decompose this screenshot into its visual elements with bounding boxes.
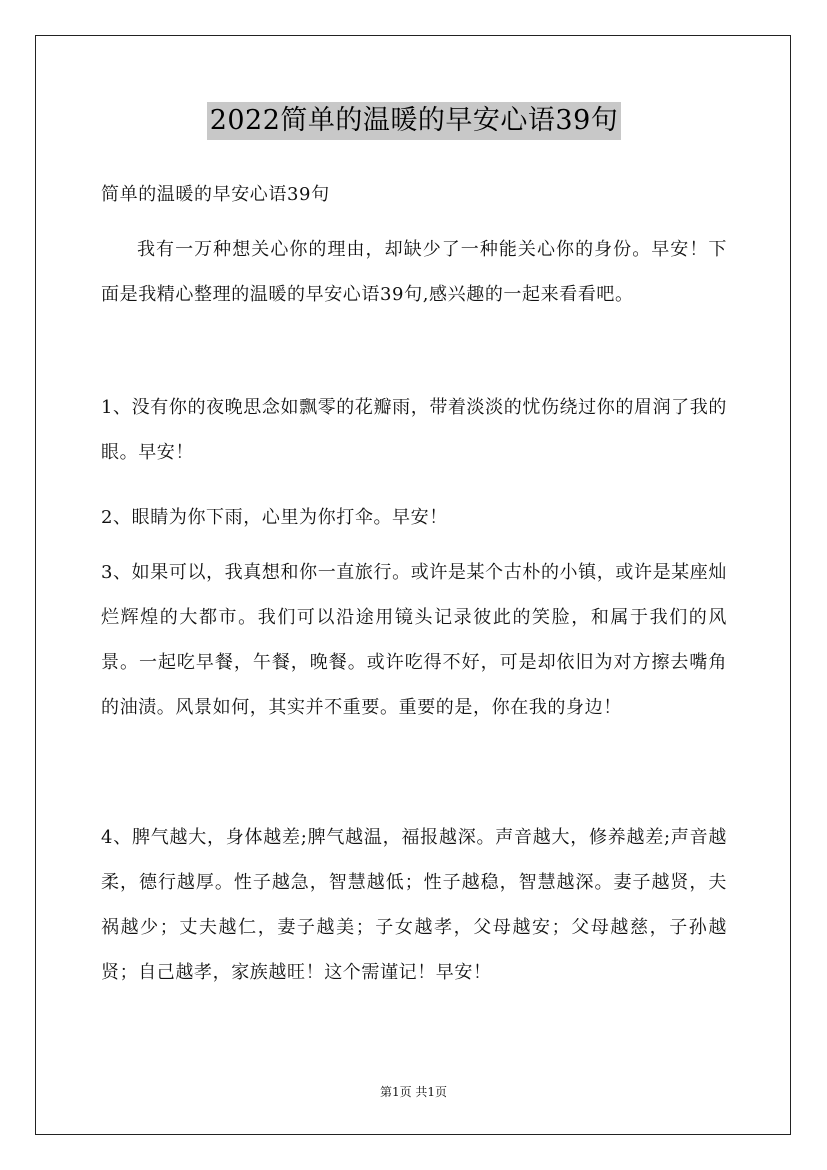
list-item-1: 1、没有你的夜晚思念如飘零的花瓣雨，带着淡淡的忧伤绕过你的眉润了我的眼。早安！ xyxy=(101,397,727,463)
document-title: 2022简单的温暖的早安心语39句 xyxy=(207,102,622,140)
list-item-4: 4、脾气越大，身体越差;脾气越温，福报越深。声音越大，修养越差;声音越柔，德行越厚。性子越急，智慧越低；性子越稳，智慧越深。妻子越贤，夫祸越少；丈夫越仁，妻子越美；子女越孝，父母越安；父母越慈，子孙越贤；自己越孝，家族越旺！这个需谨记！早安！ xyxy=(101,827,727,983)
intro-paragraph: 我有一万种想关心你的理由，却缺少了一种能关心你的身份。早安！下面是我精心整理的温暖的早安心语39句,感兴趣的一起来看看吧。 xyxy=(101,239,727,305)
list-item-2: 2、眼睛为你下雨，心里为你打伞。早安！ xyxy=(101,507,448,528)
title-container xyxy=(101,102,727,140)
subtitle: 简单的温暖的早安心语39句 xyxy=(101,184,330,205)
list-item-3: 3、如果可以，我真想和你一直旅行。或许是某个古朴的小镇，或许是某座灿烂辉煌的大都市。我们可以沿途用镜头记录彼此的笑脸，和属于我们的风景。一起吃早餐，午餐，晚餐。或许吃得不好，可是却依旧为对方擦去嘴角的油渍。风景如何，其实并不重要。重要的是，你在我的身边！ xyxy=(101,562,727,718)
page-footer: 第1页 共1页 xyxy=(379,1085,448,1099)
